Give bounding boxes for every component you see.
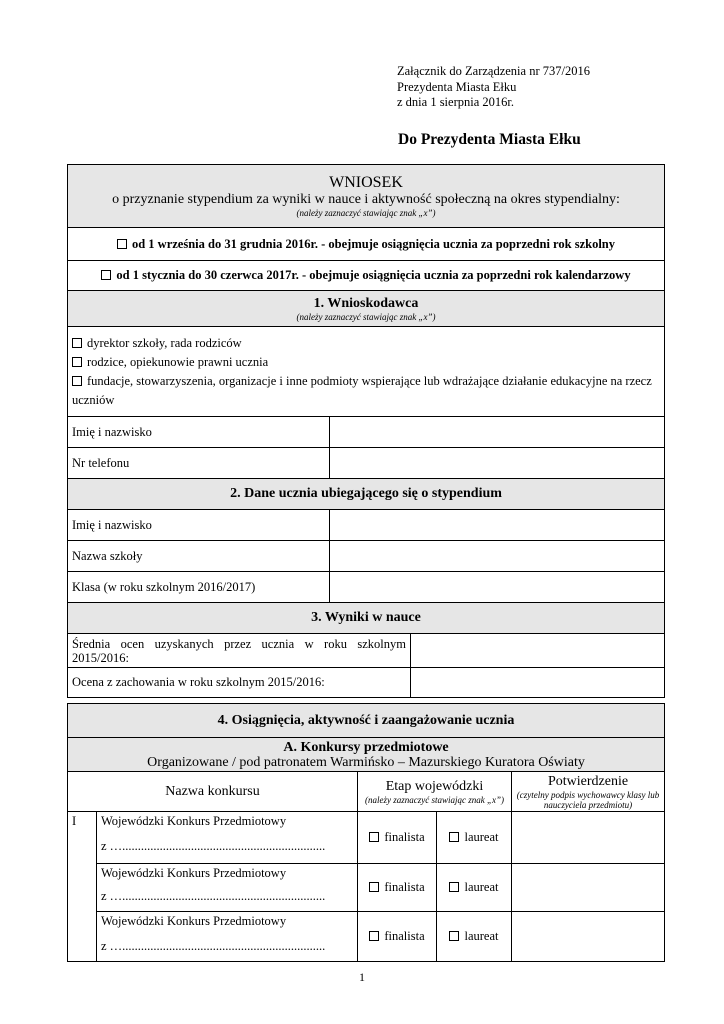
contest-subject-line[interactable]: z …................................................................. — [101, 939, 326, 953]
contest-name: Wojewódzki Konkurs Przedmiotowy — [101, 814, 287, 828]
period-option-2[interactable] — [68, 261, 665, 291]
applicant-option[interactable] — [72, 334, 660, 353]
period-1-label: od 1 września do 31 grudnia 2016r. - obejmuje osiągnięcia ucznia za poprzedni rok szkolny — [131, 236, 615, 251]
applicant-option-label: fundacje, stowarzyszenia, organizacje i inne podmioty wspierające lub wdrażające działanie edukacyjne na rzecz uczniów — [72, 373, 652, 407]
section4-title: 4. Osiągnięcia, aktywność i zaangażowanie ucznia — [68, 704, 665, 738]
section2-title: 2. Dane ucznia ubiegającego się o stypendium — [68, 479, 665, 510]
finalist-label: finalista — [384, 880, 425, 894]
col-header-confirm — [512, 772, 665, 812]
school-name-field[interactable] — [330, 541, 665, 572]
annex-line: Prezydenta Miasta Ełku — [397, 79, 517, 94]
confirmation-field[interactable] — [512, 812, 665, 864]
applicant-option[interactable] — [72, 353, 660, 372]
checkbox-icon[interactable] — [449, 882, 459, 892]
checkbox-icon[interactable] — [117, 239, 127, 249]
form-subtitle: o przyznanie stypendium za wyniki w nauce i aktywność społeczną na okres stypendialny: — [112, 192, 620, 207]
confirmation-field[interactable] — [512, 864, 665, 912]
average-label: Średnia ocen uzyskanych przez ucznia w roku szkolnym 2015/2016: — [68, 634, 411, 668]
applicant-option[interactable] — [72, 372, 660, 410]
applicant-options — [68, 327, 665, 417]
section1-header — [68, 291, 665, 327]
col-header-name: Nazwa konkursu — [68, 772, 358, 812]
col-stage-title: Etap wojewódzki — [385, 778, 484, 794]
laureate-option[interactable] — [437, 812, 512, 864]
section4-table — [67, 703, 665, 962]
laureate-option[interactable] — [437, 912, 512, 962]
finalist-option[interactable] — [358, 912, 437, 962]
period-2-label: od 1 stycznia do 30 czerwca 2017r. - obejmuje osiągnięcia ucznia za poprzedni rok kalendarzowy — [116, 268, 631, 282]
contest-subject-line[interactable]: z …................................................................. — [101, 839, 326, 853]
finalist-option[interactable] — [358, 864, 437, 912]
applicant-phone-field[interactable] — [330, 448, 665, 479]
group-label: I — [68, 812, 97, 962]
finalist-option[interactable] — [358, 812, 437, 864]
average-field[interactable] — [411, 634, 665, 668]
contest-subject-line[interactable]: z …................................................................. — [101, 889, 326, 903]
checkbox-icon[interactable] — [72, 338, 82, 348]
laureate-label: laureat — [464, 880, 499, 894]
col-confirm-title: Potwierdzenie — [547, 773, 629, 789]
class-field[interactable] — [330, 572, 665, 603]
applicant-name-label: Imię i nazwisko — [68, 417, 330, 448]
contest-name: Wojewódzki Konkurs Przedmiotowy — [101, 866, 287, 880]
behavior-label: Ocena z zachowania w roku szkolnym 2015/2016: — [68, 668, 411, 698]
page-number: 1 — [359, 970, 365, 984]
form-title-block — [68, 165, 665, 228]
col-confirm-hint: (czytelny podpis wychowawcy klasy lub nauczyciela przedmiotu) — [516, 789, 660, 810]
finalist-label: finalista — [384, 929, 425, 943]
checkbox-icon[interactable] — [72, 357, 82, 367]
period-option-1[interactable] — [68, 228, 665, 261]
checkbox-icon[interactable] — [449, 931, 459, 941]
student-name-label: Imię i nazwisko — [68, 510, 330, 541]
form-hint: (należy zaznaczyć stawiając znak „x”) — [296, 208, 436, 218]
laureate-label: laureat — [464, 929, 499, 943]
applicant-option-label: rodzice, opiekunowie prawni ucznia — [87, 354, 269, 369]
contest-row — [97, 864, 358, 912]
section3-title: 3. Wyniki w nauce — [68, 603, 665, 634]
applicant-phone-label: Nr telefonu — [68, 448, 330, 479]
checkbox-icon[interactable] — [449, 832, 459, 842]
addressee: Do Prezydenta Miasta Ełku — [398, 131, 581, 148]
subsection-a-subtitle: Organizowane / pod patronatem Warmińsko – Mazurskiego Kuratora Oświaty — [147, 754, 585, 770]
annex-header — [397, 64, 590, 111]
annex-line: Załącznik do Zarządzenia nr 737/2016 — [397, 64, 590, 78]
section1-title: 1. Wnioskodawca — [313, 295, 419, 311]
applicant-option-label: dyrektor szkoły, rada rodziców — [87, 335, 242, 350]
subsection-a-title: A. Konkursy przedmiotowe — [283, 739, 449, 755]
laureate-option[interactable] — [437, 864, 512, 912]
contest-name: Wojewódzki Konkurs Przedmiotowy — [101, 914, 287, 928]
student-name-field[interactable] — [330, 510, 665, 541]
checkbox-icon[interactable] — [369, 832, 379, 842]
application-form — [67, 164, 665, 698]
col-header-stage — [358, 772, 512, 812]
behavior-field[interactable] — [411, 668, 665, 698]
applicant-name-field[interactable] — [330, 417, 665, 448]
checkbox-icon[interactable] — [369, 931, 379, 941]
laureate-label: laureat — [464, 830, 499, 844]
annex-line: z dnia 1 sierpnia 2016r. — [397, 95, 514, 109]
col-stage-hint: (należy zaznaczyć stawiając znak „x”) — [365, 794, 504, 805]
school-name-label: Nazwa szkoły — [68, 541, 330, 572]
contest-row — [97, 812, 358, 864]
checkbox-icon[interactable] — [72, 376, 82, 386]
contest-row — [97, 912, 358, 962]
class-label: Klasa (w roku szkolnym 2016/2017) — [68, 572, 330, 603]
section1-hint: (należy zaznaczyć stawiając znak „x”) — [296, 311, 436, 322]
form-title: WNIOSEK — [329, 174, 403, 191]
checkbox-icon[interactable] — [369, 882, 379, 892]
finalist-label: finalista — [384, 830, 425, 844]
confirmation-field[interactable] — [512, 912, 665, 962]
checkbox-icon[interactable] — [101, 270, 111, 280]
subsection-a-header — [68, 738, 665, 772]
